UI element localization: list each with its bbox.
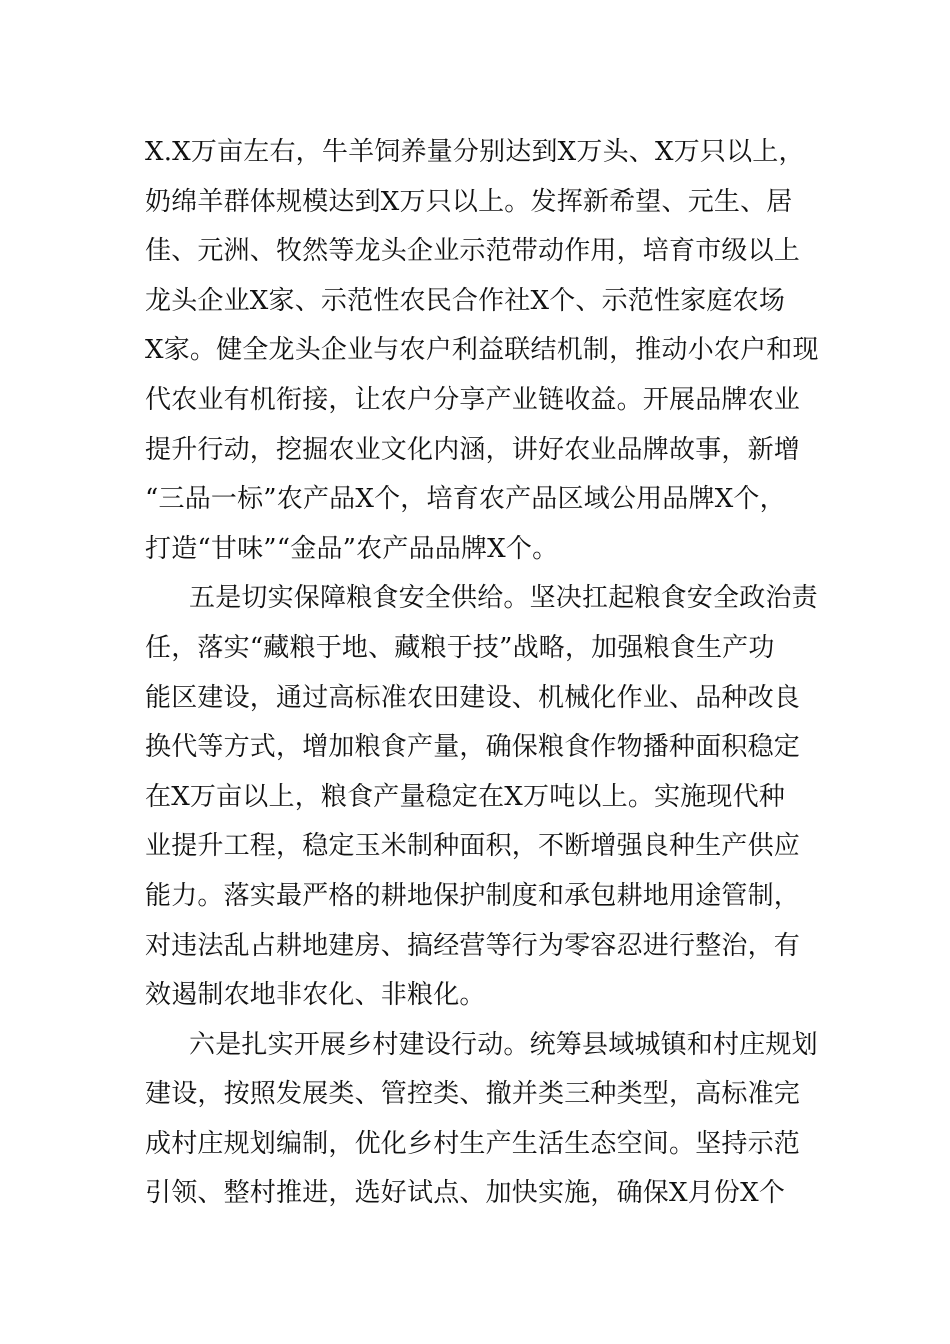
text-line: 换代等方式，增加粮食产量，确保粮食作物播种面积稳定 bbox=[145, 732, 801, 763]
text-line: “三品一标”农产品X个，培育农产品区域公用品牌X个， bbox=[145, 484, 786, 515]
text-line: 引领、整村推进，选好试点、加快实施，确保X月份X个 bbox=[145, 1178, 786, 1209]
text-line: 提升行动，挖掘农业文化内涵，讲好农业品牌故事，新增 bbox=[145, 434, 801, 465]
text-line: 业提升工程，稳定玉米制种面积，不断增强良种生产供应 bbox=[145, 831, 801, 862]
text-line: X.X万亩左右，牛羊饲养量分别达到X万头、X万只以上， bbox=[145, 137, 805, 167]
text-line: X家。健全龙头企业与农户利益联结机制，推动小农户和现 bbox=[145, 335, 819, 366]
text-line: 任，落实“藏粮于地、藏粮于技”战略，加强粮食生产功 bbox=[145, 632, 775, 663]
text-line: 能力。落实最严格的耕地保护制度和承包耕地用途管制， bbox=[145, 880, 801, 911]
text-line: 建设，按照发展类、管控类、撤并类三种类型，高标准完 bbox=[145, 1079, 801, 1110]
text-line: 打造“甘味”“金品”农产品品牌X个。 bbox=[145, 533, 559, 564]
text-line: 对违法乱占耕地建房、搞经营等行为零容忍进行整治，有 bbox=[145, 930, 801, 961]
text-line: 佳、元洲、牧然等龙头企业示范带动作用，培育市级以上 bbox=[145, 236, 801, 267]
text-line-indented: 六是扎实开展乡村建设行动。统筹县域城镇和村庄规划 bbox=[189, 1029, 818, 1060]
paragraph-continuation bbox=[145, 128, 819, 574]
text-line: 效遏制农地非农化、非粮化。 bbox=[145, 980, 486, 1011]
text-line: 代农业有机衔接，让农户分享产业链收益。开展品牌农业 bbox=[145, 384, 801, 415]
text-line: 奶绵羊群体规模达到X万只以上。发挥新希望、元生、居 bbox=[145, 186, 793, 217]
text-line-indented: 五是切实保障粮食安全供给。坚决扛起粮食安全政治责 bbox=[189, 583, 818, 614]
document-body bbox=[145, 128, 819, 1219]
paragraph-grain-security bbox=[145, 574, 818, 1020]
text-line: 龙头企业X家、示范性农民合作社X个、示范性家庭农场 bbox=[145, 285, 786, 316]
text-line: 能区建设，通过高标准农田建设、机械化作业、品种改良 bbox=[145, 682, 801, 713]
text-line: 成村庄规划编制，优化乡村生产生活生态空间。坚持示范 bbox=[145, 1128, 801, 1159]
paragraph-rural-construction bbox=[145, 1021, 818, 1219]
text-line: 在X万亩以上，粮食产量稳定在X万吨以上。实施现代种 bbox=[145, 781, 786, 812]
